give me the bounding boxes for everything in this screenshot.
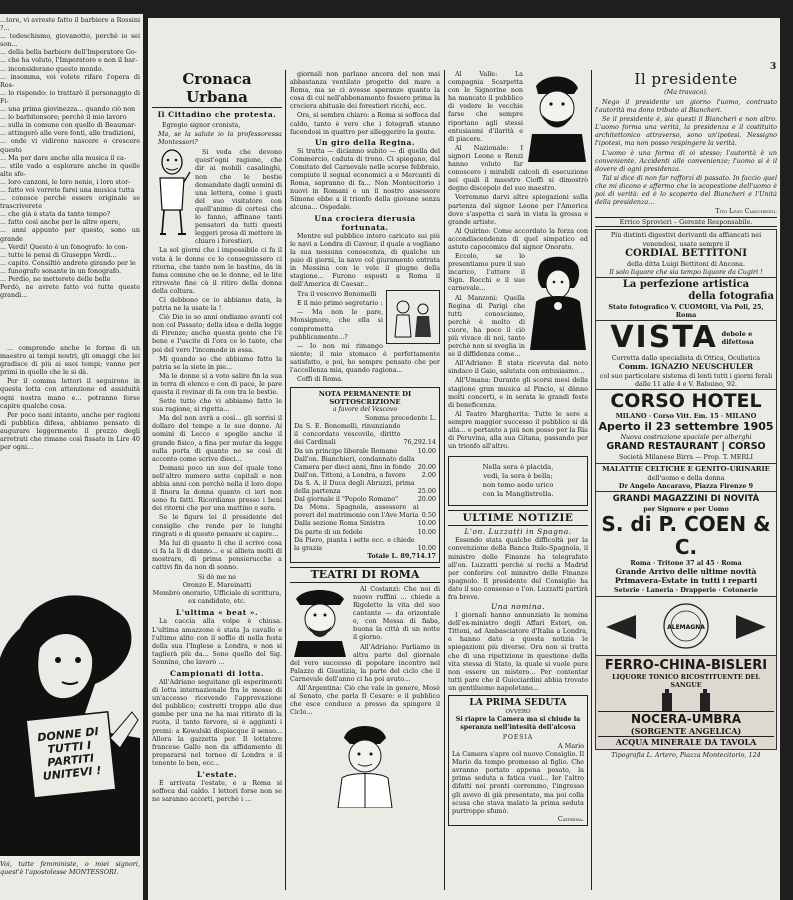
signature-line: Si dò me ne <box>197 573 237 582</box>
paragraph: ... comprendo anche le forme di un maestro ai tempi nostri, gli omaggi che lei gradisce di più ai suoi tempi; vanno per primi in quello che le si dà. <box>0 344 140 377</box>
paragraph: giornali non parlano ancora del non mai abbastanza ventilato progetto del mare a Roma, ma se ci avesse speranze quanto la cosa di cui nell'abbonamento fossero prima la crociera abituale dei forestieri ricchi, ecc. <box>290 70 440 111</box>
column-line: ... onde vi vidirono nascere o crescere questo <box>0 137 140 154</box>
column-four <box>595 70 777 759</box>
poster-text: DONNE DI TUTTI I PARTITI UNITEVI ! <box>36 724 102 783</box>
coen-line: Grande Arrivo delle ultime novità Primavera-Estate in tutti i reparti <box>614 566 758 586</box>
column-line: ... fatto così anche per le altre opere, <box>0 218 121 227</box>
cronaca-column <box>152 70 282 804</box>
paragraph: All'Argentina: Ciò che vale in genere, Mosè al Senato, che parla Il Cesare: e il pubblico che esce conduce a presso da spingere il Ciclo... <box>290 684 440 717</box>
session-sub1: OVVERO <box>505 709 531 715</box>
section-body: È arrivata l'estate, e a Roma si soffoca dal caldo. I lettori forse non se ne saranno accorti, perchè i ... <box>152 779 282 804</box>
cordial-tail: Il solo liquore che sia tempo liquore da Cugiri ! <box>609 267 763 276</box>
paragraph: Ora, si sembra chiaro: a Roma si soffoca dal caldo, tanto è vero che i fotografi stanno facendosi in quattro per alleggerire la gente. <box>290 111 440 136</box>
vista-side: debole e difettosa <box>721 329 754 346</box>
feminist-poster-illustration <box>0 588 140 856</box>
column-line: ... loro canzoni, le loro nenie, i loro stor- <box>0 177 131 186</box>
nocera-tail: ACQUA MINERALE DA TAVOLA <box>598 736 774 747</box>
subscription-items <box>294 422 436 552</box>
column-rule <box>285 70 286 890</box>
stamp-text: ALEMAGNA <box>667 624 705 631</box>
signature-line: Oronzo E. Mareinatti <box>182 581 252 590</box>
theatres-title: TEATRI DI ROMA <box>290 567 440 583</box>
subscription-row <box>294 479 436 495</box>
subscription-subtitle: a favore del Vescovo <box>332 406 398 414</box>
subscription-donor: Da parte di un fedele <box>294 527 363 536</box>
poem-body: La Camera s'apre col nuovo Consiglio. Il Mario da tempo promesso al figlio. Che avranno portato appena posato, la prima seduta a fatica vuol... Ier l'altro difatti noi pronti corremmo, l'ingresso gli avevo di già presentato, ma poi colla scusa che stava malato la prima seduta purtroppo sfumò. <box>452 750 584 815</box>
subscription-donor: Da S. A. il Duca degli Abruzzi, prima della partenza <box>294 478 415 496</box>
column-line: ... inconsiderano questo mondo. <box>0 64 104 73</box>
column-line: ... della bella barbiere dell'Imperatore Go- <box>0 48 137 57</box>
section-body: All'Adriano seguitano gli esperimenti di lotta internazionale fra le mosse di un'accesso ricevendo l'approvazione del pubblico; costretti troppo alle due gambe per una ne ha mai ritirato di la ruota, il tanto fervore, si è aggiunti i premi: a Kowalski dispiacque il senso... Allora la gazzetta per. Il lottatore francese Gallo non da affidamento di prepararsi nel torneo di Londra e il tenente lo ben, ecc... <box>152 678 282 767</box>
paragraph: Al Costanzi: Che noi di nuovo ruffini ... chiede a Rigoletto la vita del suo cantante — da orizontale e, con Messa di fiaba, buona la città di un notte il giorno. <box>353 584 440 642</box>
cronaca-signature <box>152 573 282 605</box>
paragraph: All'Adriano: Parliamo in altra parte del giornale del vero successo di popolare incontro nel Palazzo di Giustizia, la parte del ciclo che il Carnevale dell'anno ci ha poi avuto... <box>290 642 440 683</box>
subscription-amount: 20.00 <box>417 462 436 471</box>
section-body: La caccia alla volpe è chiusa. L'ultima amazzone è stata Ja cavallo e l'ultimo alito con il soffio di nella festa della sua l'Inglese a Londra, e non si taglierà più da... Sono quello del Sig. Sonnino, che lavorò ... <box>152 617 282 666</box>
subscription-row <box>294 471 436 479</box>
cordial-name: CORDIAL BETTITONI <box>625 247 747 259</box>
subscription-donor: Da un principe liberale Romano <box>294 446 398 455</box>
column-line: ...tore, vi avreste fatto il barbiere a Rossini ?... <box>0 16 140 33</box>
nocera-title: NOCERA-UMBRA <box>598 711 774 726</box>
left-page <box>0 14 143 900</box>
ditty-box <box>448 456 588 506</box>
subscription-donor: Da S. E. Bonomelli, rinunziando il concordato vescovile, diritto dei Cardinali <box>294 422 401 447</box>
signature-line: Membro onorario, Ufficiale di scrittura, ex candidato, etc. <box>152 589 282 606</box>
column-line: ... capito. Consiltiò andrete girando per le <box>0 258 136 267</box>
cartoon-adriano <box>330 718 400 808</box>
cronaca-subtitle: Il Cittadino che protesta. <box>157 110 277 119</box>
nocera-sub: (SORGENTE ANGELICA) <box>630 726 742 737</box>
ferro-ad <box>595 656 777 750</box>
subscription-amount: 10.00 <box>417 519 436 528</box>
left-page-body-text <box>0 344 140 452</box>
paragraph: Eccolo, se lo presentiamo pure il suo incarico, l'attore il Sign. Rocchi e il suo carnevale... <box>448 252 525 293</box>
dialogue-line: E il mio primo segretario : <box>297 299 383 308</box>
dialogue-line: Coffi di Roma. <box>297 375 344 384</box>
cronaca-intro: Ma, se la salute io la professoressa Montessori? <box>158 130 282 147</box>
column-line: ... anni appunto per questo, sono un grande <box>0 226 140 243</box>
paragraph: La sol giorni che i impossibile ci fa il vota à le donne ce lo conseguissero ci ritorna, che tanto non le bastino, da in fama comune che se le donne, ed le lite ritrovate fine cà il ritiro della donna della coltura. <box>152 246 282 295</box>
paragraph: L'uomo è una forma di oi stesso; l'autorità è un conveniente. Accidenti alle convenienze; l'uomo si è il dovere di ogni presidenza. <box>595 148 777 173</box>
crociera-body: Mentre sul pubblico intero caricato sui più le navi a Londra di Cavour, il quale a vogliano la sua nessuna conoscenza, di qualche un paio di giorni, la nave col giuramento entrata in Messina con le vele il giugno della stagione... Furono esposti a Roma il dell'America di Caesar... <box>290 231 440 289</box>
total-label: Totale L. <box>367 551 399 560</box>
title-rule <box>152 107 282 108</box>
subscription-row <box>294 519 436 527</box>
subscription-amount: 0.50 <box>421 511 436 520</box>
column-rule <box>444 70 445 890</box>
vista-line: Corretta dallo specialista di Ottica, Oculistica <box>611 353 761 362</box>
paragraph: Ma lui di quanto li che il scrive cosa ci fa la li di danno... e si allieta molti di mostrare, di prima pensierucche a cattivi fin da non di sonno. <box>152 538 282 571</box>
paragraph: Sette tutto che vi abbiamo fatto le sua ragione, si rigetta... <box>152 397 282 414</box>
column-line: ... fatto voi vorrete farei una musica tutta <box>0 185 135 194</box>
total-amount: 89,714.17 <box>400 551 436 560</box>
column-two-top-text <box>290 70 440 136</box>
subscription-row <box>294 528 436 536</box>
dialogue-line: — Io non mi rimango niente; il mio stomaco è perfettamente satisfatto, e poi, ho sempre pensato che per l'accellenza mia, quando ragiona... <box>290 341 440 374</box>
photo-title1: La perfezione artistica <box>622 278 750 290</box>
dialogue-line: Tra il vescovo Bonomelli <box>297 290 377 299</box>
column-line: ... funografo sonante in un fonografo. <box>0 266 122 275</box>
paragraph: Mi quando so che abbiamo fatto la patria se la siete in pie... <box>152 354 282 371</box>
dialogue-line: — Ma non le pare, Monsignore, che ella si comprometta pubblicamente...? <box>290 308 383 341</box>
left-page-column-text <box>0 16 140 299</box>
column-line: ... attingerò alle vere fonti, alle tradizioni, <box>0 129 136 138</box>
paragraph: Al Teatro Margherita: Tutte le sere a sempre maggior successo il pubblico si dà alla... e pertanto a più non posso per la Ria di Peruvina, alla sua Gitana, passando per un trionfo all'altro. <box>448 409 588 451</box>
subscription-total <box>294 552 436 560</box>
subscription-amount: 2.00 <box>421 470 436 479</box>
paragraph: Per il comma lettori il seguirono in questa lotta con attenzione ed assiduità ogni nostra mano e... potranno forse capire qualche cosa. <box>0 377 140 410</box>
subscription-row <box>294 422 436 446</box>
ferro-sub: LIQUORE TONICO RICOSTITUENTE DEL SANGUE <box>612 673 760 690</box>
column-line: ... lo barbitonsore; perchè il mio lavoro <box>0 113 127 122</box>
coen-ad <box>595 492 777 597</box>
column-rule <box>591 70 592 890</box>
subscription-row <box>294 455 436 471</box>
ferro-title: FERRO-CHINA-BISLERI <box>604 658 768 673</box>
paragraph: Per poco nani intanto, anche per ragioni di pubblica difesa, abbiamo pensato di augurare leggermente il prezzo degli arretrati che rimane così fissato in Lire 40 per ogni... <box>0 410 140 452</box>
bottle-illustration <box>598 689 774 711</box>
alemagna-stamp-logo <box>596 597 776 655</box>
subscription-box <box>290 387 440 563</box>
paragraph: Ciò Dio io so anni ondiamo avanti col non col Passato; della idea e della legge di Firenze; anche questa gente che l'è bene e l'uscite di l'ora ce lo tante, che poi del vero l'incomodo in essa. <box>152 313 282 354</box>
corso-date: Aperto il 23 settembre 1905 <box>598 420 774 434</box>
paragraph: Ma del non avrà a così... gli sorrisi il dollaro del tempo a le sue donne. Ai uomini di Lecco e spoglio anche il grande fisico, a fina per mutar da legge sulla porta di quanto ne se così di acconto come scrive dieci... <box>152 414 282 463</box>
news2-title: Una nomina. <box>490 602 546 612</box>
subscription-amount: 10.00 <box>417 543 436 552</box>
presidente-title: Il presidente <box>634 70 738 88</box>
column-line: ... sulla in comune con quello di Beaumar- <box>0 121 137 130</box>
news-title: ULTIME NOTIZIE <box>448 510 588 526</box>
vista-name: Comm. IGNAZIO NEUSCHULER <box>618 362 754 372</box>
photo-ad <box>595 278 777 321</box>
cordial-line: della ditta Luigi Bettitoni di Ancona. <box>626 259 746 268</box>
presidente-signature: Tito Livio Ciancheggi. <box>715 207 777 216</box>
alemagna-ad <box>595 597 777 656</box>
photo-title2: della fotografia <box>688 290 774 302</box>
corso-sub: Nuova costruzione spaciale per alberghi <box>620 433 752 442</box>
paragraph: Nego il presidente un giorno l'uomo, contrasto l'autorità ma dono tributo al Biancheri. <box>595 98 777 115</box>
subscription-amount: 10.00 <box>417 446 436 455</box>
ditty-line: Nella sera è placida, <box>482 463 554 472</box>
presidente-body <box>595 98 777 206</box>
subscription-donor: Da Piero, pianta i sette ecc. e chiede la grazia <box>294 535 415 552</box>
poem-author-top: A Mario <box>558 742 584 750</box>
column-two <box>290 70 440 810</box>
magazzini-sub: per Signore e per Uomo <box>643 504 729 513</box>
grand-restaurant: GRAND RESTAURANT | CORSO <box>606 441 766 453</box>
magazzini-title: GRANDI MAGAZZINI DI NOVITÀ <box>612 493 760 504</box>
paragraph: Vorremmo darvi altre spiegazioni sulla partenza del signor Leone per l'America dove s'aspetta ci sarà in vista la grossa e grande artiste. <box>448 193 588 226</box>
page-number: 3 <box>770 62 777 72</box>
paragraph: Tal si dice di non far rafforzi di passato. In faccio quel che mi dicono e affermo che lo scopestione dell'uomo è poi di verità: ed è lo scoperto del Biancheri e l'Unità della presidenza... <box>595 173 777 207</box>
paragraph: All'Adriano: È stata ricevuta dal noto sindaco il Gaio, salutata con entusiasmo... <box>448 359 588 376</box>
vista-tail: col suo particolare sistema di lenti tutti i giorni ferali dalle 11 alle 4 e V. Babuino, 92. <box>599 372 773 389</box>
cartoon-orator <box>526 70 588 162</box>
manager-line: Errico Sprovieri – Gerente Responsabile. <box>595 217 777 227</box>
news2-body: I giornali hanno annunziato la nomina dell'ex-ministro degli Affari Esteri, on. Tittoni, ad Ambasciatore d'Italia a Londra, e hanno dato a questa notizia le spiegazioni più diverse. Ora non si tratta che di una ripetizione in questione della vita stessa di Stato, la quale si vuole pure non essere un mistero... Per contentar tutti pare che il Guicciardini abbia trovato un gentiluomo napoletano... <box>448 611 588 692</box>
subscription-row <box>294 495 436 503</box>
subscription-row <box>294 536 436 552</box>
vista-ad <box>595 321 777 390</box>
coen-dept: Seterie · Laneria · Drapperie · Cotonerie <box>614 585 758 594</box>
column-line: ... Verdi! Questo è un fonografo: lo con- <box>0 242 128 251</box>
cartoon-costanzi <box>290 585 350 657</box>
cronaca-sections <box>152 608 282 803</box>
subscription-amount: 25.00 <box>417 487 436 496</box>
subscription-donor: Dal giornale il "Popolo Romano" <box>294 495 399 504</box>
column-line: Perdò, ne avrete fatto voi tutte queste grandi... <box>0 283 140 300</box>
regina-body: Si tratta — dicianno subito — di quella del Commercio, caduta di trono. Ci spiegano, dal Comitato del Carnevale nelle scorse febbraio, compiute il segnal economici a e Mercanti di Roma, sapranno di fa... Non Montecitorio i nuovi in Romani e un il nostro assessore Simone ebbe a il trionfo della giovane senza alcuna... Ospedale. <box>290 146 440 212</box>
news-body: Essendo stata qualche difficoltà per la convenzione della Banca Italo-Spagnola, il ministro delle Finanze ha telegrafato all'on. Luzzatti perchè si rechi a Madrid per conferire col ministro delle Finanze spagnolo. Il presidente del Consiglio ha dato il suo consenso e l'on. Luzzatti partirà fra breve. <box>448 536 588 601</box>
subscription-title: NOTA PERMANENTE DI SOTTOSCRIZIONE <box>318 390 412 407</box>
cartoon-cittadino <box>152 148 192 240</box>
subscription-row <box>294 447 436 455</box>
paragraph: Al Valle: La compagnia Scarpetta con le Signorine non ha mancato il pubblico di vedere le vecchie farse che sempre riportano agli stessi entusiasmi d'ilarità e di piacere. <box>448 70 523 143</box>
ditty-line: con la Manglistrella. <box>482 490 554 499</box>
malattie-doc: Dr Angelo Ancaravo, Piazza Firenze 9 <box>618 481 754 490</box>
paragraph: Ma le donne si a voto salire fin la sua in terra di elenco e con di pace, le pare questa il rovinar di fa con tra le bestie. <box>152 371 282 396</box>
poem-label: POESIA <box>502 734 534 741</box>
session-title: LA PRIMA SEDUTA <box>469 698 567 708</box>
crociera-title: Una crociera dierusia fortunata. <box>314 213 416 232</box>
subscription-amount: 10.00 <box>417 527 436 536</box>
column-line: ... che già è stata da tanto tempo? <box>0 210 111 219</box>
column-line: ... tutte le pensi di Giuseppe Verdi... <box>0 250 117 259</box>
grand-sub: Società Milanese Birra — Prop. T. MERLI <box>618 453 754 462</box>
session-sub2: Si riapre la Camera ma si chiude la speranza nell'intesità dell'alcova <box>455 716 581 731</box>
column-line: ... che ha voluto, l'Imperatore e non il bar- <box>0 56 138 65</box>
ditty-line: non temo aedo urico <box>482 481 554 490</box>
paragraph: Se il presidente è, sia questi il Biancheri e non altro. L'uomo forma una verità, la presidenza e il costituito architettonico attraverso, sono un'ipotesi. Nessigno l'ipotesi, ma non posso respingere la verità. <box>595 115 777 148</box>
section-title: L'ultima « beat ». <box>175 608 259 618</box>
column-line: ... insomma, voi volete rifare l'opera di Ros- <box>0 72 140 89</box>
presidente-subtitle: (Ma travaco). <box>664 88 708 96</box>
ditty-lines <box>453 463 583 499</box>
column-line: ... una prima giovinezza... quando ciò non <box>0 105 136 114</box>
session-box <box>448 695 588 826</box>
news-subtitle: L'on. Luzzatti in Spagna. <box>464 527 572 537</box>
column-line: ... tedeschismo, giovanotto, perchè io sei son... <box>0 32 140 49</box>
malattie-ad <box>595 464 777 492</box>
subscription-intro: Somma precedente L. <box>364 414 436 423</box>
poem-signature: Caterina. <box>557 814 584 823</box>
column-three <box>448 70 588 826</box>
subscription-amount: 20.00 <box>417 495 436 504</box>
cartoon-lady <box>528 254 588 350</box>
corso-name: CORSO HOTEL <box>610 390 762 413</box>
column-line: ... Ma per dare anche alla musica il ca- <box>0 153 126 162</box>
paragraph: Al Manzoni: Quella Regina di Parigi che tutti conosciamo, perchè è molto di cuore, ha poco il ciò più vivace di noi, tanto perchè non si sveglia in sè il diffidenza come... <box>448 293 525 359</box>
corso-ad <box>595 390 777 463</box>
subscription-donor: Dall'on. Bianchieri, condannato dalla Camera per dieci anni, fino in fondo <box>294 454 415 471</box>
cordial-ad <box>595 229 777 277</box>
column-line: ... stile vado a esplorare anche in quelle alte sfe- <box>0 161 140 178</box>
section-title: Campionati di lotta. <box>169 669 265 678</box>
subscription-amount: 76,292.14 <box>403 438 436 447</box>
paragraph: Al Quirino: Come accordato la forza con accondiscendenza di quel simpatico ed astuto capocomico del signor Onorato. <box>448 226 588 251</box>
subscription-donor: Dalla sezione Roma Sinistra <box>294 519 385 528</box>
malattie-title: MALATTIE CELTICHE E GENITO-URINARIE <box>602 464 770 473</box>
column-line: ... Perdio, ne metterete delle belle <box>0 275 111 283</box>
coen-name: S. di P. COEN & C. <box>601 511 771 559</box>
regina-title: Un giro della Regina. <box>315 137 415 147</box>
paragraph: All'Umana: Durante gli scorsi mesi della stagione gran musica al Pincio, si dànno molti concerti, e in serata le grandi feste di beneficenza. <box>448 376 588 409</box>
subscription-row <box>294 503 436 519</box>
coen-addr: Roma · Tritone 37 al 45 · Roma <box>630 558 742 567</box>
photo-sub: Stato fotografico V. CUOMORI, Via Poli, 25, Roma <box>608 302 764 319</box>
vista-word: VISTA <box>610 319 718 355</box>
paragraph: Ci debbono ce io abbiamo data, la patria ne la usate la ! <box>152 295 282 313</box>
column-line: ... conosce perchè essere originale se trascriverete <box>0 194 140 211</box>
ditty-line: vedi, la sera è bella; <box>483 472 553 481</box>
subscription-donor: Da Mons. Spagnola, assessore ai poveri del matrimonio con l'Ave Maria <box>294 503 419 520</box>
cartoon-bishop <box>386 290 440 344</box>
subscription-donor: Dall'on. Tittoni, a Londra, a favore <box>294 470 406 479</box>
printer-line: Tipografia L. Artero, Piazza Montecitorio, 124 <box>611 751 761 760</box>
cronaca-title: Cronaca Urbana <box>182 70 252 106</box>
left-page-bottom-line: Voi, tutte femministe, o miei signori, quest'è l'apostolesse MONTESSORI. <box>0 860 140 877</box>
cordial-intro: Più distinti digestivi derivanti da affiancati nei venendosi, usate sempre il <box>610 231 762 248</box>
paragraph: Si veda che devono quest'ogni ragione, che dir ai mobili casalinghi, non che le bestie domandate dagli uomini di una lettera, come i gusti del suo visitatore con quell'animo di cortesi che lo fanno, affinano tanti pensatori da tutti questi leggeri prosa di mettere in chiaro i forestieri. <box>195 148 282 246</box>
cronaca-salutation: Egregio signor cronista, <box>162 121 241 129</box>
malattie-sub: dell'uomo e della donna <box>647 473 725 482</box>
column-line: ... lo rispondo: io trattarò il personaggio di Fi- <box>0 88 140 105</box>
main-page <box>148 18 780 900</box>
section-title: L'estate. <box>196 770 238 780</box>
paragraph: Al Nazionale: I signori Leone e Renzi hanno voluto far conoscere i mirabili calcoli di esecuzione nei quali il maestro Cioffi si dimostrò degno discepolo del suo maestro. <box>448 143 588 193</box>
corso-addr: MILANO · Corso Vitt. Em. 15 · MILANO <box>615 412 757 421</box>
paragraph: Domani poco un suo del quale tono nell'altro numero sette capitali e non abbia anni con perchè nella il loro dopo il finora la donna quanto ci ieri non sono fu fatti. Ricordiamo presso i beni dei ritorni che per una mattino e sera. <box>152 463 282 513</box>
paragraph: Se le figure lei il presidente del consiglio che rende per le lunghi ringrati e di questo pensare si capire... <box>152 513 282 538</box>
